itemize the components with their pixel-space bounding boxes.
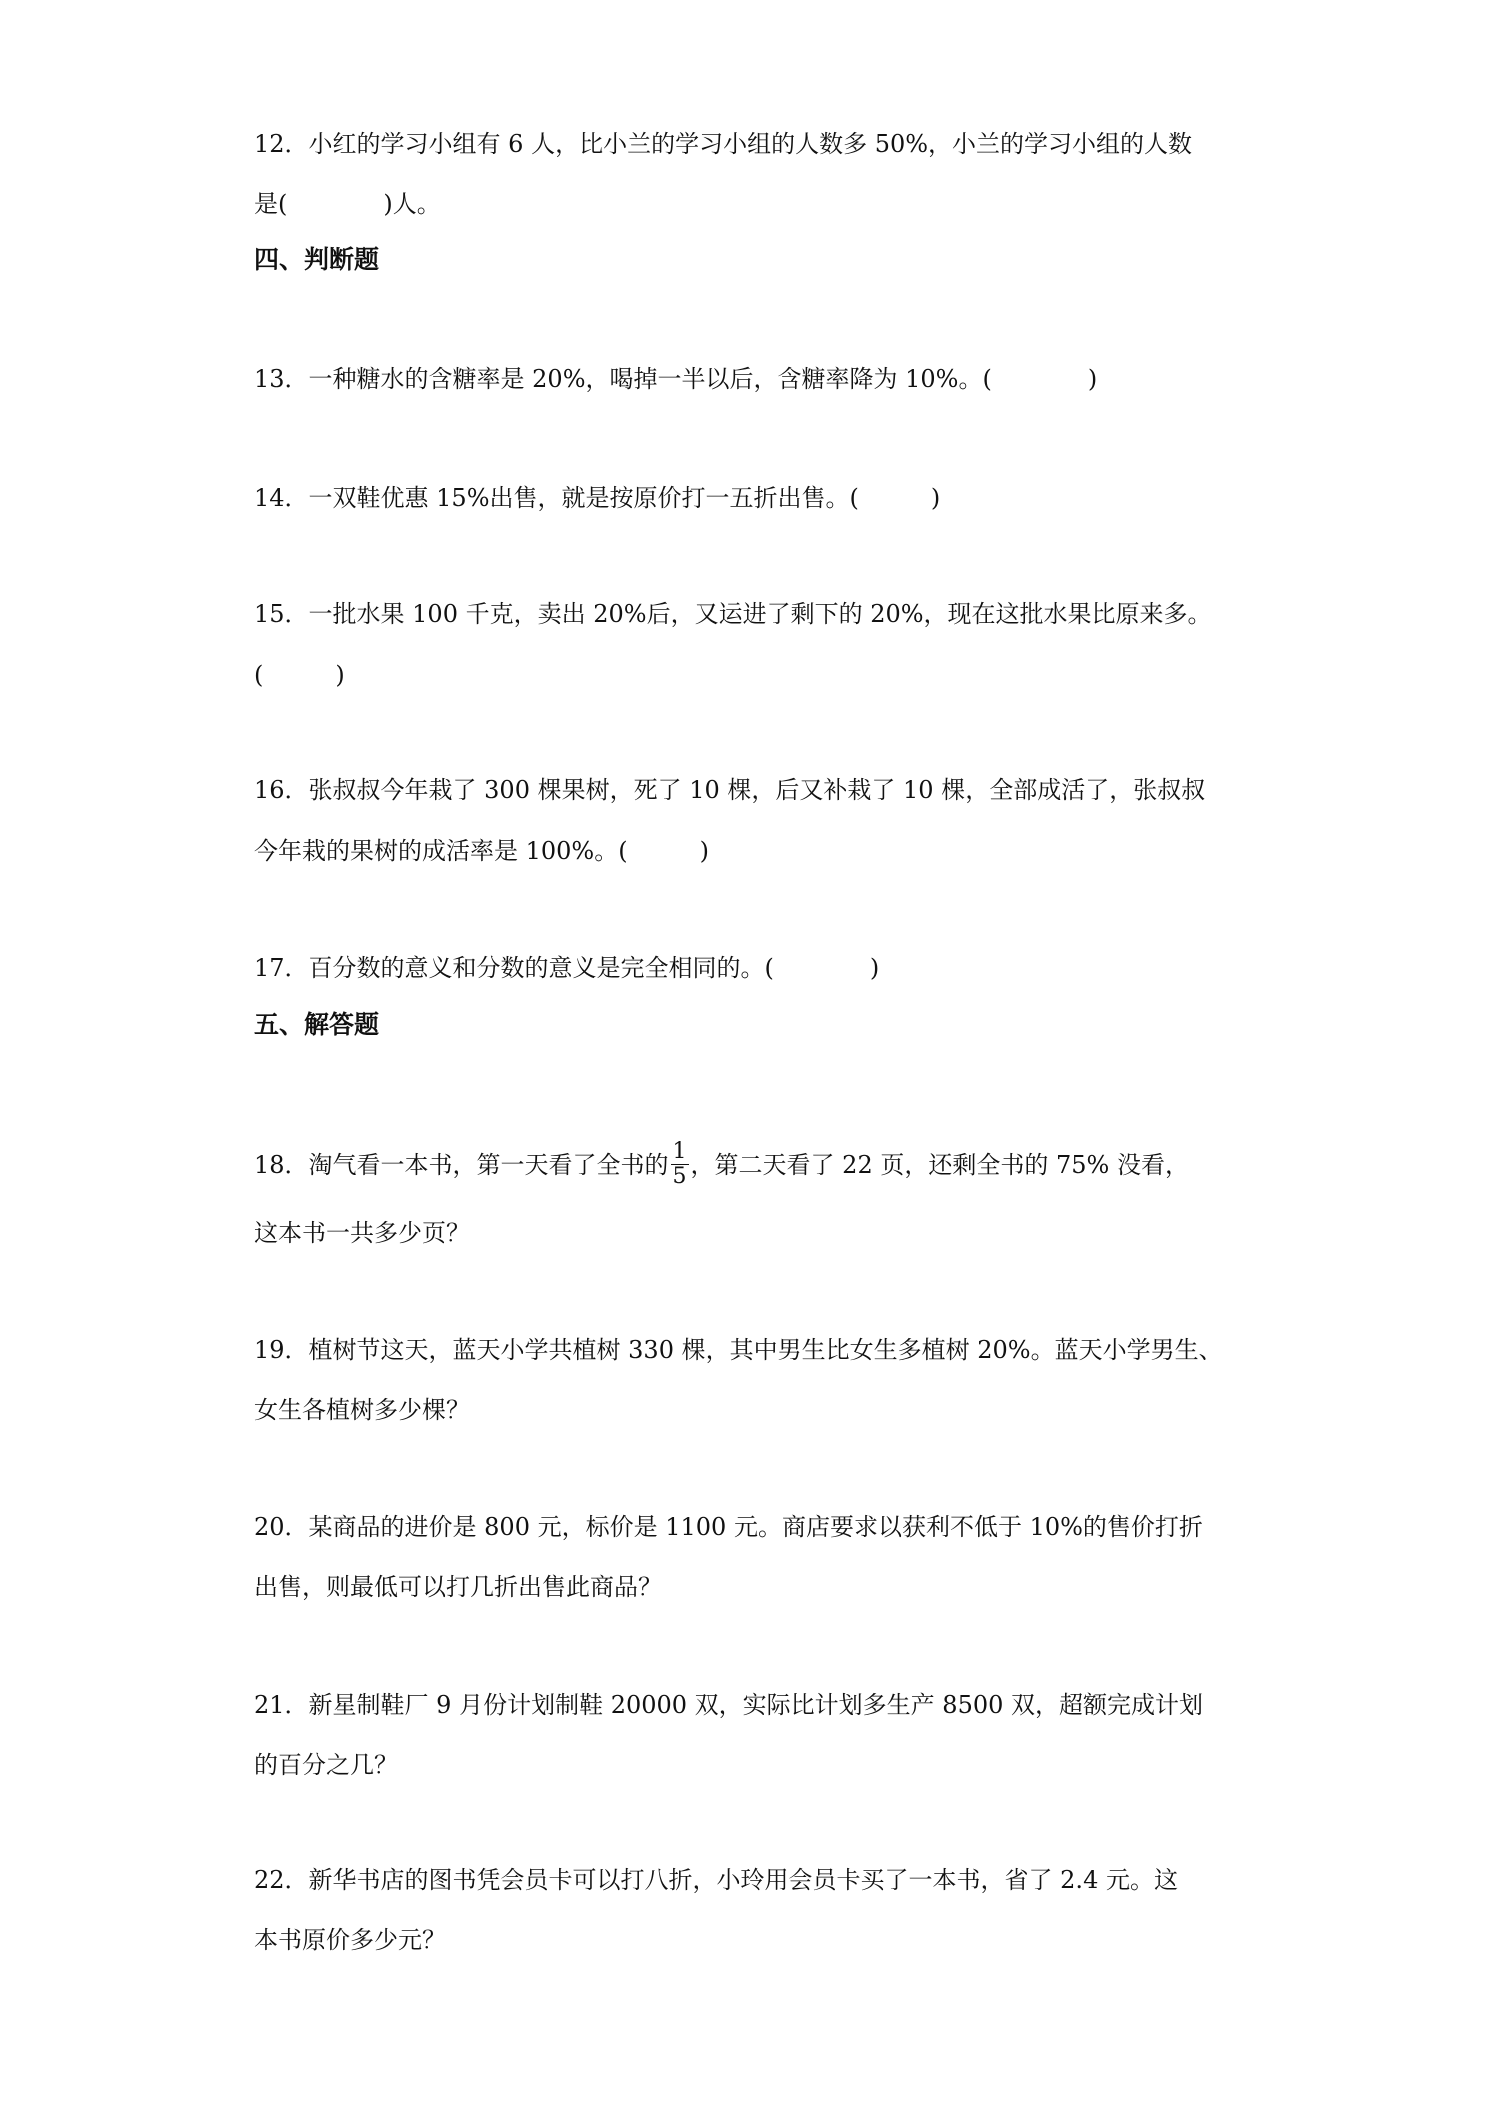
question-22-line-2: 本书原价多少元？ [254,1926,446,1954]
fraction-denominator: 5 [672,1164,687,1189]
question-22-line-1: 22．新华书店的图书凭会员卡可以打八折，小玲用会员卡买了一本书，省了 2.4 元。这 [254,1866,1178,1894]
question-13: 13．一种糖水的含糖率是 20%，喝掉一半以后，含糖率降为 10%。( ) [254,365,1098,393]
question-18-line-1 [254,1137,1254,1193]
question-12-line-1: 12．小红的学习小组有 6 人，比小兰的学习小组的人数多 50%，小兰的学习小组的人数 [254,130,1193,158]
question-20-line-1: 20．某商品的进价是 800 元，标价是 1100 元。商店要求以获利不低于 10%的售价打折 [254,1513,1203,1541]
question-12-line-2: 是( )人。 [254,190,441,218]
fraction-numerator: 1 [672,1139,687,1164]
question-14: 14．一双鞋优惠 15%出售，就是按原价打一五折出售。( ) [254,484,941,512]
question-18-line-2: 这本书一共多少页？ [254,1219,470,1247]
question-15-line-1: 15．一批水果 100 千克，卖出 20%后，又运进了剩下的 20%，现在这批水果比原来多。 [254,600,1212,628]
question-16-line-1: 16．张叔叔今年栽了 300 棵果树，死了 10 棵，后又补栽了 10 棵，全部成活了，张叔叔 [254,776,1206,804]
fraction-one-fifth [671,1140,689,1189]
question-21-line-1: 21．新星制鞋厂 9 月份计划制鞋 20000 双，实际比计划多生产 8500 双，超额完成计划 [254,1691,1204,1719]
question-18-text-after: ，第二天看了 22 页，还剩全书的 75% 没看， [690,1151,1189,1179]
question-15-line-2: ( ) [254,661,345,689]
section-4-heading: 四、判断题 [254,245,380,274]
question-19-line-1: 19．植树节这天，蓝天小学共植树 330 棵，其中男生比女生多植树 20%。蓝天小学男生、 [254,1336,1223,1364]
question-19-line-2: 女生各植树多少棵？ [254,1396,470,1424]
question-21-line-2: 的百分之几？ [254,1751,398,1779]
question-16-line-2: 今年栽的果树的成活率是 100%。( ) [254,837,709,865]
question-17: 17．百分数的意义和分数的意义是完全相同的。( ) [254,954,880,982]
section-5-heading: 五、解答题 [254,1010,380,1039]
question-18-text-before: 18．淘气看一本书，第一天看了全书的 [254,1151,669,1179]
question-20-line-2: 出售，则最低可以打几折出售此商品？ [254,1573,662,1601]
